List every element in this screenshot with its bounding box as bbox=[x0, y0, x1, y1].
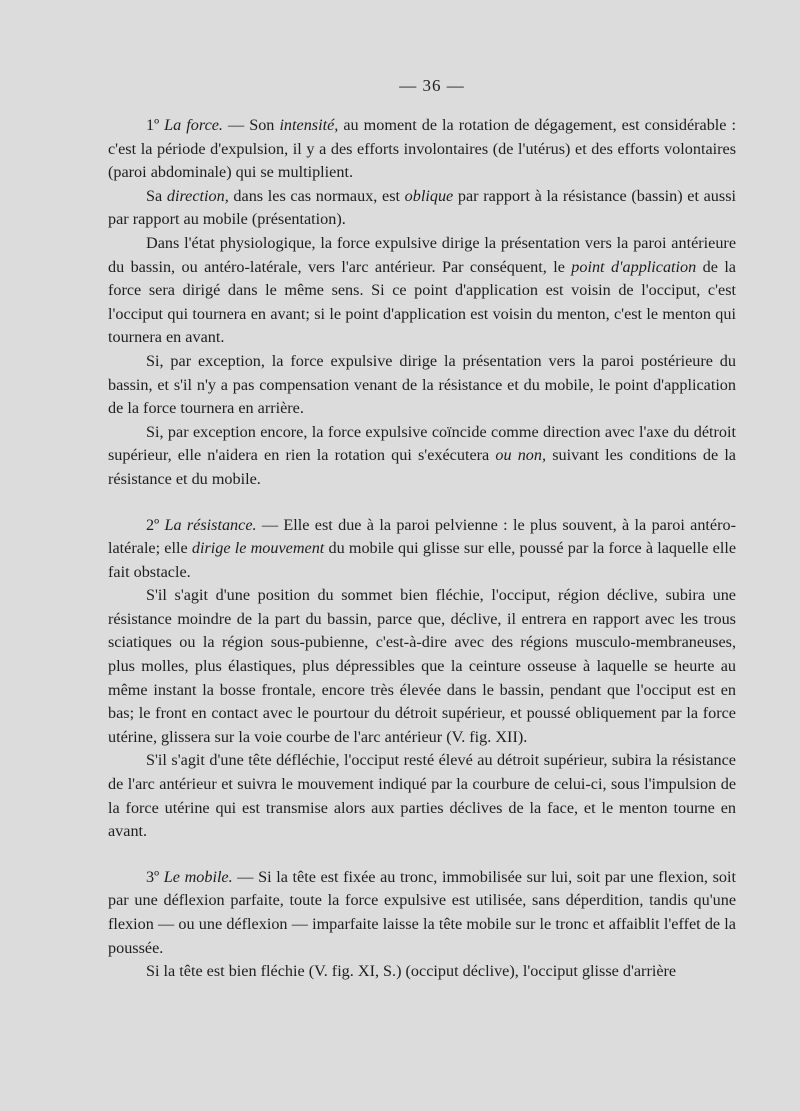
paragraph: S'il s'agit d'une tête défléchie, l'occiput resté élevé au détroit supérieur, subira la résistance de l'arc antérieur et suivra le mouvement indiqué par la courbure de celui-ci, sous l'impulsion de la force utérine qui est transmise alors aux parties déclives de la face, et le menton tourne en avant. bbox=[108, 751, 736, 841]
paragraph bbox=[108, 514, 736, 585]
text-run: — Elle est due à la paroi pelvienne : le plus souvent, à la paroi antéro-latérale; elle bbox=[108, 515, 736, 558]
emphasis: oblique bbox=[404, 186, 454, 205]
section-gap bbox=[108, 844, 736, 866]
paragraph bbox=[108, 185, 736, 232]
emphasis: ou non, bbox=[495, 446, 547, 465]
section-title: La résistance. bbox=[164, 515, 257, 534]
section-number: 1º bbox=[146, 116, 160, 134]
emphasis: point d'application bbox=[571, 257, 697, 276]
text-run: Dans l'état physiologique, la force expulsive dirige la présentation vers la paroi antérieure du bassin, ou antéro-latérale, vers l'arc antérieur. Par conséquent, le bbox=[108, 233, 736, 276]
page-number: — 36 — bbox=[399, 76, 465, 95]
paragraph bbox=[108, 232, 736, 350]
text-run: par rapport à la résistance (bassin) et aussi par rapport au mobile (présentation). bbox=[108, 186, 736, 229]
paragraph bbox=[108, 114, 736, 185]
paragraph: Si, par exception, la force expulsive dirige la présentation vers la paroi postérieure du bassin, et s'il n'y a pas compensation venant de la résistance et du mobile, le point d'application de la force tournera en arrière. bbox=[108, 351, 736, 418]
paragraph: Si la tête est bien fléchie (V. fig. XI, S.) (occiput déclive), l'occiput glisse d'arrière bbox=[146, 962, 677, 981]
section-gap bbox=[108, 492, 736, 514]
emphasis: direction, bbox=[166, 186, 229, 205]
text-run: au moment de la rotation de dégagement, est considérable : c'est la période d'expulsion, il y a des efforts involontaires (de l'utérus) et des efforts volontaires (paroi abdominale) qui se multiplient. bbox=[108, 116, 736, 182]
paragraph: S'il s'agit d'une position du sommet bien fléchie, l'occiput, région déclive, subira une résistance moindre de la part du bassin, parce que, déclive, il entrera en rapport avec les trous sciatiques ou la région sous-pubienne, c'est-à-dire avec des régions musculo-membraneuses, plus molles, plus élastiques, plus dépressibles que la ceinture osseuse à laquelle se heurte au même instant la bosse frontale, encore très élevée dans le bassin, pendant que l'occiput est en bas; le front en contact avec le pourtour du détroit supérieur, et poussé obliquement par la force utérine, glissera sur la voie courbe de l'arc antérieur (V. fig. XII). bbox=[108, 586, 736, 746]
paragraph bbox=[108, 421, 736, 492]
text-run: — Son bbox=[222, 116, 280, 134]
emphasis: intensité, bbox=[279, 116, 339, 134]
text-run: suivant les conditions de la résistance et du mobile. bbox=[108, 446, 736, 488]
section-title: Le mobile. bbox=[163, 867, 233, 886]
section-number: 3º bbox=[146, 867, 160, 886]
paragraph bbox=[108, 866, 736, 960]
text-run: — Si la tête est fixée au tronc, immobilisée sur lui, soit par une flexion, soit par une déflexion parfaite, toute la force expulsive est utilisée, sans déperdition, tandis qu'une flexion — ou une déflexion — imparfaite laisse la tête mobile sur le tronc et affaiblit l'effet de la poussée. bbox=[108, 867, 736, 957]
text-run: du mobile qui glisse sur elle, poussé par la force à laquelle elle fait obstacle. bbox=[108, 539, 737, 581]
section-number: 2º bbox=[146, 515, 160, 534]
text-run: Sa bbox=[146, 186, 167, 205]
emphasis: dirige le mouvement bbox=[191, 539, 325, 558]
text-run: dans les cas normaux, est bbox=[228, 186, 405, 205]
text-run: de la force sera dirigé dans le même sens. Si ce point d'application est voisin de l'occiput, c'est l'occiput qui tournera en avant; si le point d'application est voisin du menton, c'est le menton qui tournera en avant. bbox=[108, 257, 736, 347]
text-run: Si, par exception encore, la force expulsive coïncide comme direction avec l'axe du détroit supérieur, elle n'aidera en rien la rotation qui s'exécutera bbox=[108, 422, 736, 465]
section-title: La force. bbox=[164, 116, 223, 134]
